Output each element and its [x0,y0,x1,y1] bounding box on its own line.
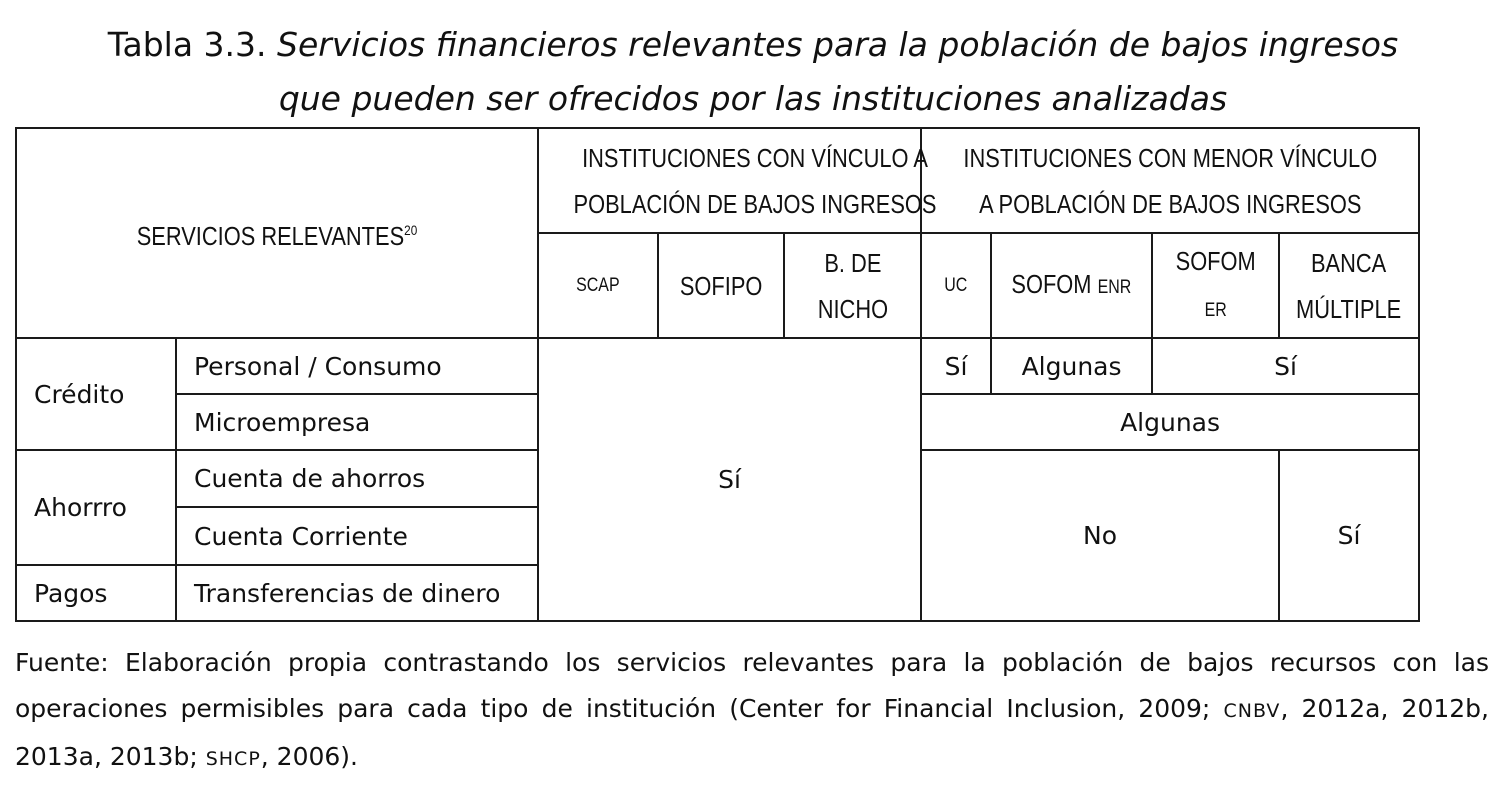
services-header: SERVICIOS RELEVANTES$^{20}$ [136,221,418,251]
service-personal-consumo: Personal / Consumo [176,338,538,394]
service-cuenta-corriente: Cuenta Corriente [176,507,538,565]
group-high-link-value: Sí [538,338,921,621]
group-high-link-line-2: POBLACIÓN DE BAJOS INGRESOS [573,188,937,219]
table-row [16,338,1419,394]
table-title [0,18,1506,126]
col-header-sofom-enr: SOFOM ENR [991,233,1152,338]
title-label: Tabla 3.3. [107,25,267,64]
source-note: Fuente: Elaboración propia contrastando los servicios relevantes para la población de bajos recursos con las operaciones permisibles para cada tipo de institución (Center for Financial Inclusion, 2009; CNBV, 2012a, 2012b, 2013a, 2013b; SHCP, 2006). [15,648,1489,771]
services-table [15,127,1420,622]
value-no-group-low: No [921,450,1279,621]
col-header-banca-nicho: B. DE NICHO [784,233,921,338]
group-low-link-header [921,128,1419,233]
footnote-ref: 20 [404,222,418,238]
cnbv-abbr: CNBV [1223,700,1281,722]
group-high-link-line-1: INSTITUCIONES CON VÍNCULO A [582,142,928,173]
value-banca-multiple-si: Sí [1279,450,1419,621]
value-personal-sofom-er-banca: Sí [1152,338,1419,394]
category-pagos: Pagos [16,565,176,621]
col-header-banca-multiple: BANCA MÚLTIPLE [1279,233,1419,338]
category-credito: Crédito [16,338,176,450]
services-header-cell [16,128,538,338]
service-microempresa: Microempresa [176,394,538,450]
group-high-link-header [538,128,937,233]
col-header-sofom-er: SOFOM ER [1152,233,1279,338]
value-microempresa-group-low: Algunas [921,394,1419,450]
category-ahorro: Ahorrro [16,450,176,565]
title-text-line-2: que pueden ser ofrecidos por las instituciones analizadas [278,79,1228,118]
col-header-scap: SCAP [538,233,658,338]
group-low-link-line-1: INSTITUCIONES CON MENOR VÍNCULO [963,142,1377,173]
col-header-uc: UC [921,233,991,338]
header-row-groups [16,128,1419,233]
service-transferencias: Transferencias de dinero [176,565,538,621]
value-personal-uc: Sí [921,338,991,394]
shcp-abbr: SHCP [205,748,261,770]
title-line-1 [0,18,1506,72]
col-header-sofipo: SOFIPO [658,233,784,338]
title-text-line-1: Servicios financieros relevantes para la población de bajos ingresos [277,25,1399,64]
service-cuenta-ahorros: Cuenta de ahorros [176,450,538,507]
group-low-link-line-2: A POBLACIÓN DE BAJOS INGRESOS [978,188,1362,219]
value-personal-sofom-enr: Algunas [991,338,1152,394]
